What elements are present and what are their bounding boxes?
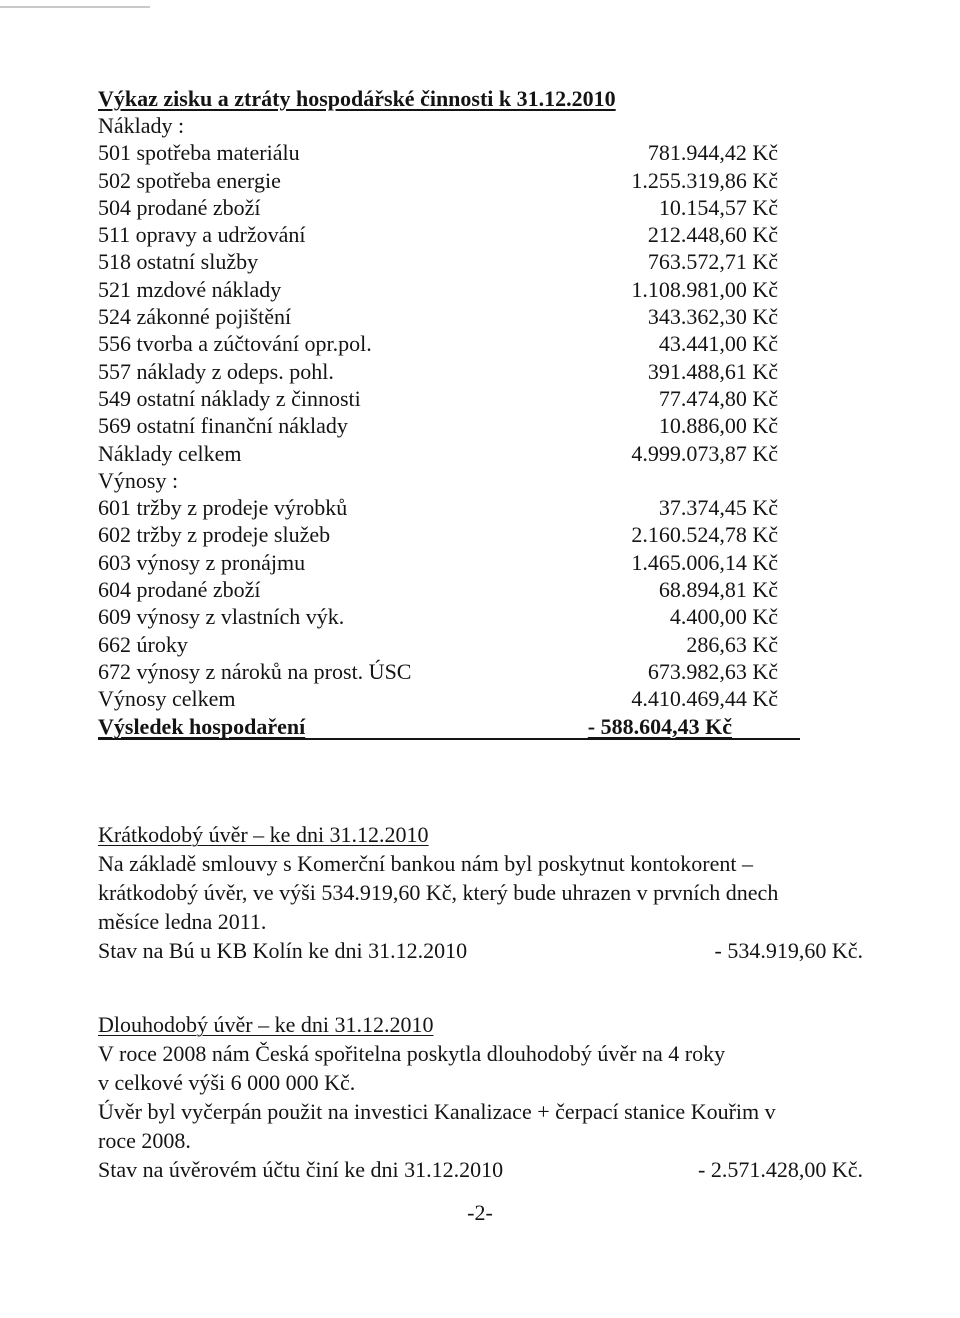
row-value: 673.982,63 Kč xyxy=(647,658,778,684)
statement-row xyxy=(98,248,868,275)
long-term-heading: Dlouhodobý úvěr – ke dni 31.12.2010 xyxy=(98,1012,434,1037)
balance-value: - 2.571.428,00 Kč. xyxy=(698,1157,863,1182)
paragraph-line: v celkové výši 6 000 000 Kč. xyxy=(98,1070,356,1095)
row-label: 662 úroky xyxy=(98,631,188,657)
paragraph-line: Úvěr byl vyčerpán použit na investici Kanalizace + čerpací stanice Kouřim v xyxy=(98,1099,776,1124)
row-label: 518 ostatní služby xyxy=(98,249,259,275)
statement-row xyxy=(98,276,868,303)
row-label: 549 ostatní náklady z činnosti xyxy=(98,385,361,411)
row-label: 504 prodané zboží xyxy=(98,194,261,220)
row-label: 511 opravy a udržování xyxy=(98,222,306,248)
row-label: 524 zákonné pojištění xyxy=(98,304,292,330)
statement-row xyxy=(98,112,868,139)
row-label: 569 ostatní finanční náklady xyxy=(98,413,348,439)
row-label: 672 výnosy z nároků na prost. ÚSC xyxy=(98,658,412,684)
statement-row xyxy=(98,303,868,330)
row-label: 609 výnosy z vlastních výk. xyxy=(98,604,345,630)
balance-line xyxy=(98,936,888,965)
row-value: 1.255.319,86 Kč xyxy=(631,167,778,193)
statement-row xyxy=(98,521,868,548)
balance-value: - 534.919,60 Kč. xyxy=(714,938,863,963)
row-label: 602 tržby z prodeje služeb xyxy=(98,522,331,548)
row-value: 343.362,30 Kč xyxy=(647,304,778,330)
statement-row xyxy=(98,685,868,712)
statement-row xyxy=(98,494,868,521)
row-value: 781.944,42 Kč xyxy=(647,140,778,166)
row-value: 4.999.073,87 Kč xyxy=(631,440,778,466)
paragraph-line: měsíce ledna 2011. xyxy=(98,909,267,934)
statement-row xyxy=(98,440,868,467)
page-number: -2- xyxy=(467,1200,493,1225)
row-value: 1.108.981,00 Kč xyxy=(631,276,778,302)
statement-row xyxy=(98,358,868,385)
row-label: 501 spotřeba materiálu xyxy=(98,140,300,166)
statement-row xyxy=(98,467,868,494)
statement-row xyxy=(98,576,868,603)
statement-row xyxy=(98,658,868,685)
short-term-loan-section xyxy=(98,820,888,965)
statement-row xyxy=(98,549,868,576)
row-label: 603 výnosy z pronájmu xyxy=(98,549,306,575)
row-value: 77.474,80 Kč xyxy=(658,385,778,411)
row-label: 521 mzdové náklady xyxy=(98,276,282,302)
row-label: 604 prodané zboží xyxy=(98,577,261,603)
row-value: 4.410.469,44 Kč xyxy=(631,686,778,712)
result-value: - 588.604,43 Kč xyxy=(587,713,732,739)
statement-row xyxy=(98,631,868,658)
result-label: Výsledek hospodaření xyxy=(98,713,306,739)
row-label: Náklady celkem xyxy=(98,440,242,466)
statement-row xyxy=(98,139,868,166)
paragraph-line: V roce 2008 nám Česká spořitelna poskytla dlouhodobý úvěr na 4 roky xyxy=(98,1041,726,1066)
row-value: 391.488,61 Kč xyxy=(647,358,778,384)
short-term-heading: Krátkodobý úvěr – ke dni 31.12.2010 xyxy=(98,822,429,847)
statement-row xyxy=(98,412,868,439)
statement-row xyxy=(98,385,868,412)
scan-edge-line xyxy=(0,6,150,8)
result-row xyxy=(98,713,800,740)
row-value: 43.441,00 Kč xyxy=(658,331,778,357)
balance-line xyxy=(98,1155,888,1184)
balance-label: Stav na úvěrovém účtu činí ke dni 31.12.2010 xyxy=(98,1157,504,1182)
paragraph-line: roce 2008. xyxy=(98,1128,191,1153)
statement-rows xyxy=(98,112,868,740)
long-term-loan-section xyxy=(98,1010,888,1184)
balance-label: Stav na Bú u KB Kolín ke dni 31.12.2010 xyxy=(98,938,468,963)
statement-row xyxy=(98,167,868,194)
row-value: 10.154,57 Kč xyxy=(658,194,778,220)
row-label: 502 spotřeba energie xyxy=(98,167,281,193)
statement-row xyxy=(98,330,868,357)
row-value: 1.465.006,14 Kč xyxy=(631,549,778,575)
page-title: Výkaz zisku a ztráty hospodářské činnosti k 31.12.2010 xyxy=(98,86,616,111)
row-value: 68.894,81 Kč xyxy=(658,577,778,603)
row-value: 763.572,71 Kč xyxy=(647,249,778,275)
row-value: 212.448,60 Kč xyxy=(647,222,778,248)
row-label: 556 tvorba a zúčtování opr.pol. xyxy=(98,331,372,357)
row-value: 4.400,00 Kč xyxy=(669,604,778,630)
row-value: 37.374,45 Kč xyxy=(658,495,778,521)
row-value: 2.160.524,78 Kč xyxy=(631,522,778,548)
row-label: 601 tržby z prodeje výrobků xyxy=(98,495,348,521)
row-label: Výnosy celkem xyxy=(98,686,236,712)
income-statement xyxy=(98,88,868,740)
paragraph-line: krátkodobý úvěr, ve výši 534.919,60 Kč, který bude uhrazen v prvních dnech xyxy=(98,880,779,905)
statement-row xyxy=(98,221,868,248)
row-label: 557 náklady z odeps. pohl. xyxy=(98,358,334,384)
row-label: Výnosy : xyxy=(98,467,179,493)
row-value: 10.886,00 Kč xyxy=(658,413,778,439)
statement-row xyxy=(98,194,868,221)
statement-row xyxy=(98,603,868,630)
row-value: 286,63 Kč xyxy=(686,631,778,657)
paragraph-line: Na základě smlouvy s Komerční bankou nám byl poskytnut kontokorent – xyxy=(98,851,753,876)
row-label: Náklady : xyxy=(98,113,185,138)
